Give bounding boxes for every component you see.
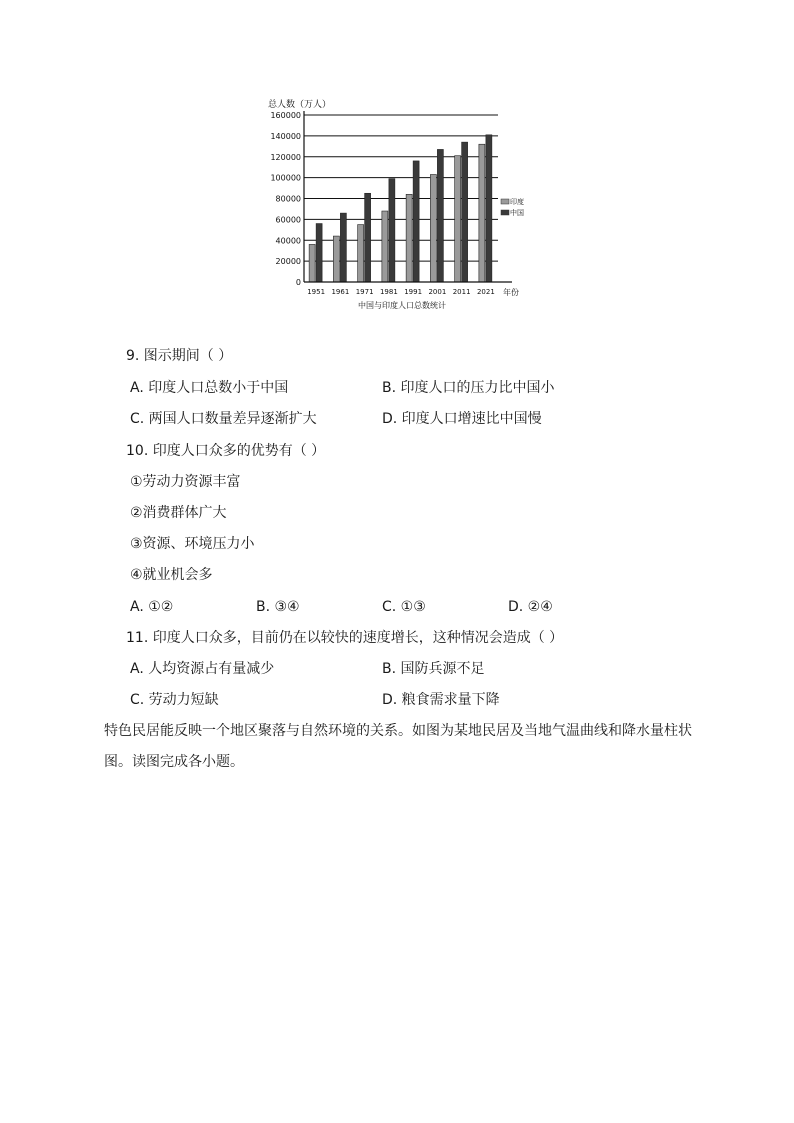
intro-paragraph-line-1: 特色民居能反映一个地区聚落与自然环境的关系。如图为某地民居及当地气温曲线和降水量柱状 (104, 723, 692, 739)
bar-india (309, 244, 315, 282)
question-10-statement-2: ②消费群体广大 (130, 505, 227, 521)
x-axis-end-label: 年份 (503, 288, 519, 297)
question-11-option-a[interactable]: A. 人均资源占有量减少 (130, 661, 275, 677)
y-tick-label: 160000 (270, 111, 301, 120)
x-tick-label: 1991 (404, 288, 423, 296)
bar-china (413, 161, 419, 282)
y-tick-label: 100000 (270, 173, 301, 183)
legend (501, 197, 524, 217)
question-11-stem: 11. 印度人口众多，目前仍在以较快的速度增长，这种情况会造成（ ） (126, 630, 564, 646)
legend-label-china: 中国 (510, 209, 524, 217)
bar-china (365, 193, 371, 282)
bar-india (479, 144, 485, 282)
bar-india (333, 236, 339, 282)
bar-india (406, 194, 412, 282)
question-10-option-a[interactable]: A. ①② (130, 599, 174, 615)
bar-china (316, 224, 322, 282)
y-tick-label: 40000 (275, 236, 301, 246)
bar-china (389, 179, 395, 282)
question-10-statement-4: ④就业机会多 (130, 567, 213, 583)
x-tick-label: 2001 (428, 288, 447, 296)
question-11-option-d[interactable]: D. 粮食需求量下降 (382, 692, 500, 708)
y-tick-label: 0 (295, 278, 301, 287)
legend-swatch-china (501, 210, 509, 215)
question-9-option-a[interactable]: A. 印度人口总数小于中国 (130, 380, 289, 396)
y-tick-label: 60000 (275, 215, 301, 225)
question-11-option-b[interactable]: B. 国防兵源不足 (382, 661, 485, 677)
x-tick-label: 1951 (307, 288, 326, 296)
x-tick-label: 2011 (452, 288, 471, 296)
question-10-option-c[interactable]: C. ①③ (382, 599, 426, 615)
bar-china (486, 135, 492, 282)
y-tick-label: 140000 (270, 131, 301, 141)
question-9-stem: 9. 图示期间（ ） (126, 348, 233, 364)
legend-label-india: 印度 (510, 198, 524, 206)
y-axis-title: 总人数（万人） (268, 100, 332, 110)
question-10-option-b[interactable]: B. ③④ (256, 599, 300, 615)
question-11-option-c[interactable]: C. 劳动力短缺 (130, 692, 219, 708)
question-10-statement-3: ③资源、环境压力小 (130, 536, 255, 552)
y-tick-label: 80000 (275, 194, 301, 204)
population-bar-chart (258, 96, 524, 316)
y-tick-label: 120000 (270, 152, 301, 162)
question-10-option-d[interactable]: D. ②④ (508, 599, 553, 615)
x-tick-label: 1981 (379, 288, 398, 296)
legend-swatch-india (501, 199, 509, 204)
question-9-option-c[interactable]: C. 两国人口数量差异逐渐扩大 (130, 411, 317, 427)
question-10-stem: 10. 印度人口众多的优势有（ ） (126, 443, 326, 459)
x-axis-title: 中国与印度人口总数统计 (358, 301, 446, 310)
bar-india (455, 156, 461, 282)
x-tick-label: 1961 (331, 288, 350, 296)
question-10-statement-1: ①劳动力资源丰富 (130, 474, 241, 490)
bar-india (358, 225, 364, 282)
question-9-option-b[interactable]: B. 印度人口的压力比中国小 (382, 380, 555, 396)
x-tick-label: 1971 (355, 288, 374, 296)
question-9-option-d[interactable]: D. 印度人口增速比中国慢 (382, 411, 542, 427)
bar-india (430, 174, 436, 282)
bar-china (340, 213, 346, 282)
intro-paragraph-line-2: 图。读图完成各小题。 (104, 754, 244, 770)
bar-china (437, 149, 443, 282)
x-tick-label: 2021 (476, 288, 495, 296)
y-tick-label: 20000 (275, 257, 301, 267)
bar-china (462, 142, 468, 282)
bar-india (382, 211, 388, 282)
